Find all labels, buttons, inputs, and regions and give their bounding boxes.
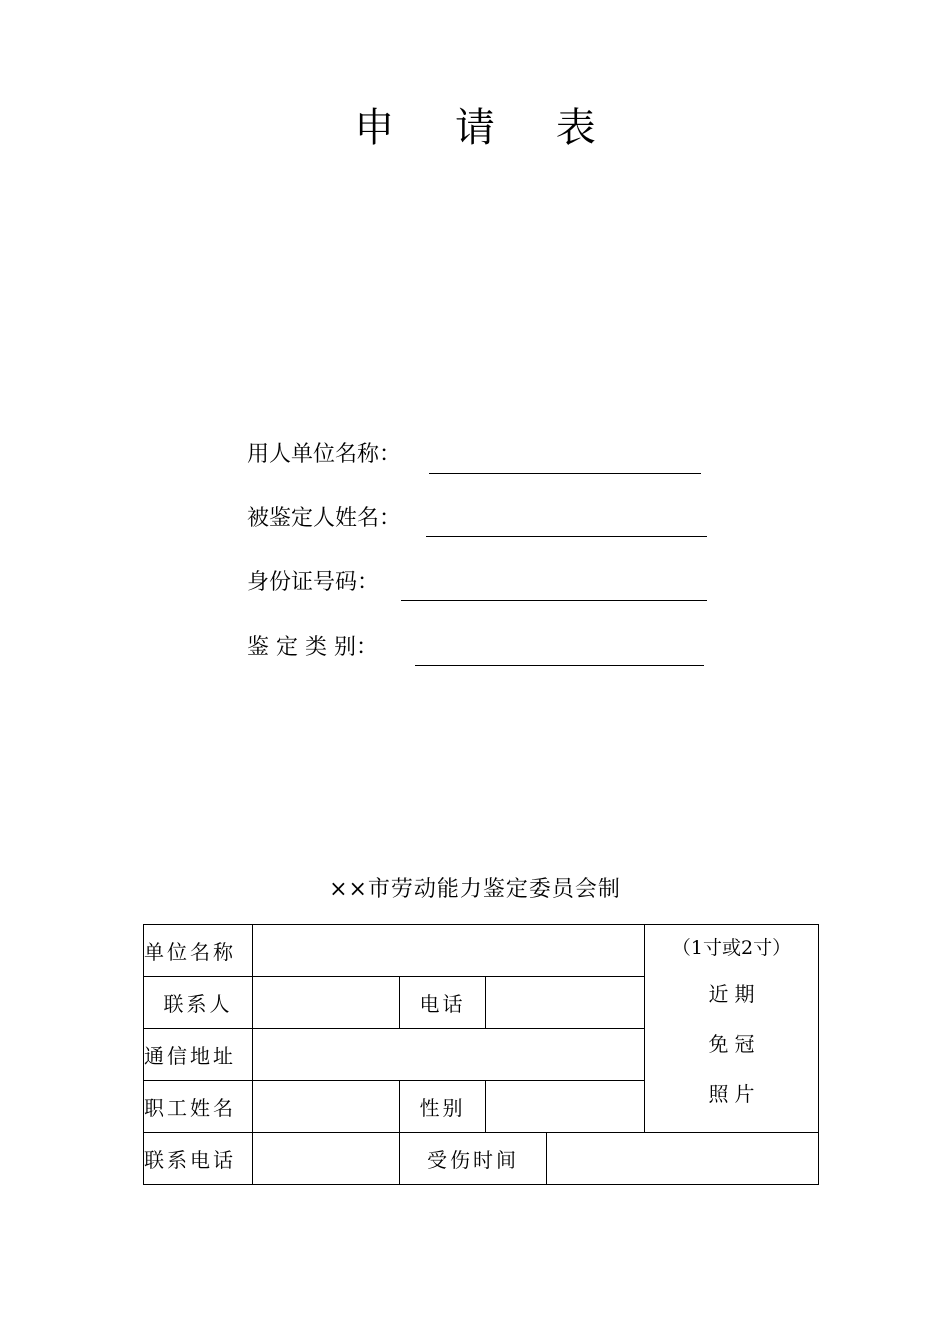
contact-phone-label: 联系电话 bbox=[144, 1133, 253, 1185]
employer-name-label: 用人单位名称： bbox=[247, 442, 402, 467]
address-label: 通信地址 bbox=[144, 1029, 253, 1081]
employee-name-cell[interactable] bbox=[253, 1081, 400, 1133]
address-cell[interactable] bbox=[253, 1029, 645, 1081]
cover-field-appraisal-type bbox=[247, 628, 378, 668]
photo-text-line3: 照片 bbox=[708, 1082, 761, 1106]
photo-text-line2: 免冠 bbox=[708, 1032, 761, 1056]
employer-name-line[interactable] bbox=[429, 473, 701, 474]
employee-name-label: 职工姓名 bbox=[144, 1081, 253, 1133]
unit-name-label: 单位名称 bbox=[144, 925, 253, 977]
contact-phone-cell[interactable] bbox=[253, 1133, 400, 1185]
appraisal-type-label: 鉴 定 类 别： bbox=[247, 635, 378, 660]
contact-person-cell[interactable] bbox=[253, 977, 400, 1029]
contact-person-label: 联系人 bbox=[144, 977, 253, 1029]
unit-name-cell[interactable] bbox=[253, 925, 645, 977]
id-number-line[interactable] bbox=[401, 600, 707, 601]
table-row bbox=[144, 1133, 819, 1185]
appraisal-type-line[interactable] bbox=[415, 665, 704, 666]
table-row bbox=[144, 925, 819, 977]
cover-field-appraisee bbox=[247, 499, 401, 539]
photo-text-line1: 近期 bbox=[708, 982, 761, 1006]
applicant-info-table bbox=[143, 924, 819, 1185]
issuer-text: ××市劳动能力鉴定委员会制 bbox=[329, 877, 621, 902]
photo-box bbox=[645, 925, 819, 1133]
page-title: 申 请 表 bbox=[354, 105, 620, 151]
phone-cell[interactable] bbox=[486, 977, 645, 1029]
gender-label: 性别 bbox=[400, 1081, 486, 1133]
appraisee-name-label: 被鉴定人姓名： bbox=[247, 506, 402, 531]
photo-size-note: （1寸或2寸） bbox=[671, 937, 792, 959]
gender-cell[interactable] bbox=[486, 1081, 645, 1133]
injury-time-label: 受伤时间 bbox=[400, 1133, 547, 1185]
injury-time-cell[interactable] bbox=[547, 1133, 819, 1185]
id-number-label: 身份证号码： bbox=[247, 570, 380, 595]
cover-field-id-number bbox=[247, 563, 379, 603]
cover-field-employer bbox=[247, 435, 401, 475]
appraisee-name-line[interactable] bbox=[426, 536, 707, 537]
phone-label: 电话 bbox=[400, 977, 486, 1029]
